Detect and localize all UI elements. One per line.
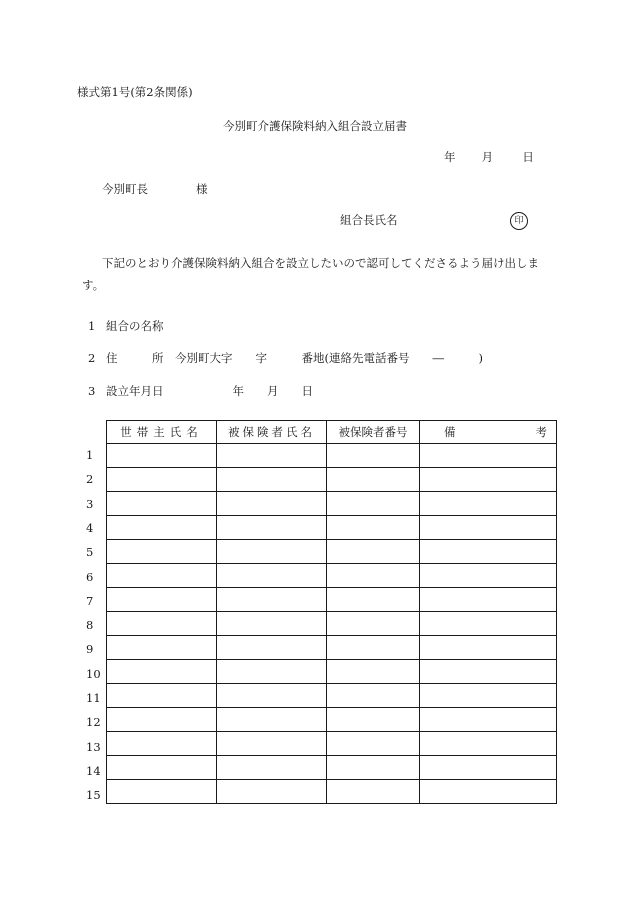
table-cell[interactable] bbox=[107, 732, 217, 756]
table-cell[interactable] bbox=[420, 732, 557, 756]
item-association-name bbox=[88, 321, 164, 333]
seal-mark-icon: 印 bbox=[510, 212, 528, 230]
date-line bbox=[444, 152, 534, 164]
table-cell[interactable] bbox=[420, 444, 557, 468]
addressee bbox=[102, 184, 208, 196]
document-title: 今別町介護保険料納入組合設立届書 bbox=[223, 119, 407, 133]
form-number: 様式第1号(第2条関係) bbox=[77, 85, 193, 99]
table-header-row bbox=[107, 421, 557, 444]
item-text: 住 所 今別町大字 字 番地(連絡先電話番号 ― ) bbox=[106, 351, 483, 365]
row-number-label: 4 bbox=[86, 520, 94, 535]
table-cell[interactable] bbox=[107, 780, 217, 804]
date-day-label: 日 bbox=[522, 150, 534, 164]
table-cell[interactable] bbox=[420, 540, 557, 564]
item-number: 2 bbox=[88, 351, 96, 365]
row-number-label: 5 bbox=[86, 545, 94, 560]
table-row bbox=[107, 780, 557, 804]
table-row bbox=[107, 612, 557, 636]
table-cell[interactable] bbox=[420, 516, 557, 540]
addressee-honorific: 様 bbox=[196, 182, 208, 196]
table-cell[interactable] bbox=[217, 756, 327, 780]
table-cell[interactable] bbox=[217, 492, 327, 516]
table-cell[interactable] bbox=[327, 516, 420, 540]
table-cell[interactable] bbox=[107, 636, 217, 660]
table-row bbox=[107, 660, 557, 684]
row-number-label: 6 bbox=[86, 569, 94, 584]
table-cell[interactable] bbox=[420, 564, 557, 588]
table-cell[interactable] bbox=[107, 660, 217, 684]
row-number-label: 11 bbox=[86, 691, 101, 705]
table-cell[interactable] bbox=[107, 516, 217, 540]
table-cell[interactable] bbox=[107, 444, 217, 468]
row-number-label: 15 bbox=[86, 788, 101, 803]
table-cell[interactable] bbox=[420, 612, 557, 636]
table-cell[interactable] bbox=[107, 540, 217, 564]
table-cell[interactable] bbox=[217, 444, 327, 468]
table-cell[interactable] bbox=[327, 612, 420, 636]
table-cell[interactable] bbox=[217, 588, 327, 612]
table-cell[interactable] bbox=[217, 612, 327, 636]
table-row bbox=[107, 444, 557, 468]
item-address bbox=[88, 353, 483, 365]
header-remarks-part1: 備 bbox=[444, 425, 456, 439]
table-cell[interactable] bbox=[107, 564, 217, 588]
item-text: 設立年月日 年 月 日 bbox=[106, 384, 313, 398]
table-cell[interactable] bbox=[420, 588, 557, 612]
table-row bbox=[107, 564, 557, 588]
table-cell[interactable] bbox=[327, 564, 420, 588]
row-number-label: 10 bbox=[86, 666, 101, 681]
table-row bbox=[107, 468, 557, 492]
table-cell[interactable] bbox=[107, 588, 217, 612]
table-cell[interactable] bbox=[420, 756, 557, 780]
table-row bbox=[107, 516, 557, 540]
row-number-label: 2 bbox=[86, 472, 94, 487]
row-number-label: 3 bbox=[86, 496, 94, 511]
table-cell[interactable] bbox=[327, 732, 420, 756]
table-cell[interactable] bbox=[327, 468, 420, 492]
table-cell[interactable] bbox=[217, 540, 327, 564]
table-row bbox=[107, 732, 557, 756]
date-year-label: 年 bbox=[444, 150, 456, 164]
table-cell[interactable] bbox=[327, 708, 420, 732]
date-month-label: 月 bbox=[481, 150, 494, 164]
row-number-label: 7 bbox=[86, 593, 94, 608]
table-cell[interactable] bbox=[420, 468, 557, 492]
item-establishment-date bbox=[88, 386, 313, 398]
table-cell[interactable] bbox=[420, 684, 557, 708]
item-number: 1 bbox=[88, 319, 96, 333]
table-cell[interactable] bbox=[420, 636, 557, 660]
row-number-label: 1 bbox=[86, 448, 94, 462]
row-number-label: 8 bbox=[86, 618, 94, 633]
table-cell[interactable] bbox=[420, 780, 557, 804]
table-cell[interactable] bbox=[327, 756, 420, 780]
item-number: 3 bbox=[88, 384, 96, 398]
table-cell[interactable] bbox=[327, 444, 420, 468]
member-table bbox=[106, 420, 557, 804]
table-row bbox=[107, 756, 557, 780]
row-number-label: 9 bbox=[86, 642, 94, 657]
table-row bbox=[107, 492, 557, 516]
table-cell[interactable] bbox=[217, 684, 327, 708]
table-cell[interactable] bbox=[327, 684, 420, 708]
table-cell[interactable] bbox=[217, 732, 327, 756]
header-remarks bbox=[420, 421, 557, 444]
table-cell[interactable] bbox=[420, 708, 557, 732]
applicant-name-label: 組合長氏名 bbox=[340, 213, 398, 227]
table-cell[interactable] bbox=[107, 492, 217, 516]
row-number-label: 13 bbox=[86, 739, 101, 754]
row-number-label: 14 bbox=[86, 763, 101, 778]
header-remarks-part2: 考 bbox=[535, 425, 547, 439]
table-cell[interactable] bbox=[217, 564, 327, 588]
table-cell[interactable] bbox=[327, 588, 420, 612]
table-cell[interactable] bbox=[420, 660, 557, 684]
addressee-name: 今別町長 bbox=[102, 182, 148, 196]
table-cell[interactable] bbox=[217, 708, 327, 732]
table-row bbox=[107, 540, 557, 564]
table-cell[interactable] bbox=[217, 780, 327, 804]
table-cell[interactable] bbox=[217, 660, 327, 684]
table-cell[interactable] bbox=[327, 660, 420, 684]
item-text: 組合の名称 bbox=[106, 319, 164, 333]
body-text: 下記のとおり介護保険料納入組合を設立したいので認可してくださるよう届け出します。 bbox=[82, 256, 539, 292]
table-cell[interactable] bbox=[420, 492, 557, 516]
table-cell[interactable] bbox=[327, 636, 420, 660]
table-cell[interactable] bbox=[107, 684, 217, 708]
table-row bbox=[107, 588, 557, 612]
table-cell[interactable] bbox=[217, 516, 327, 540]
table-cell[interactable] bbox=[217, 636, 327, 660]
table-row bbox=[107, 636, 557, 660]
row-number-label: 12 bbox=[86, 715, 101, 730]
table-row bbox=[107, 708, 557, 732]
table-cell[interactable] bbox=[107, 756, 217, 780]
table-cell[interactable] bbox=[327, 540, 420, 564]
table-cell[interactable] bbox=[107, 612, 217, 636]
table-cell[interactable] bbox=[107, 708, 217, 732]
header-insured-name: 被保険者氏名 bbox=[217, 421, 327, 444]
table-row bbox=[107, 684, 557, 708]
table-cell[interactable] bbox=[327, 492, 420, 516]
header-householder-name: 世帯主氏名 bbox=[107, 421, 217, 444]
header-insured-number: 被保険者番号 bbox=[327, 421, 420, 444]
table-cell[interactable] bbox=[327, 780, 420, 804]
table-cell[interactable] bbox=[107, 468, 217, 492]
table-cell[interactable] bbox=[217, 468, 327, 492]
